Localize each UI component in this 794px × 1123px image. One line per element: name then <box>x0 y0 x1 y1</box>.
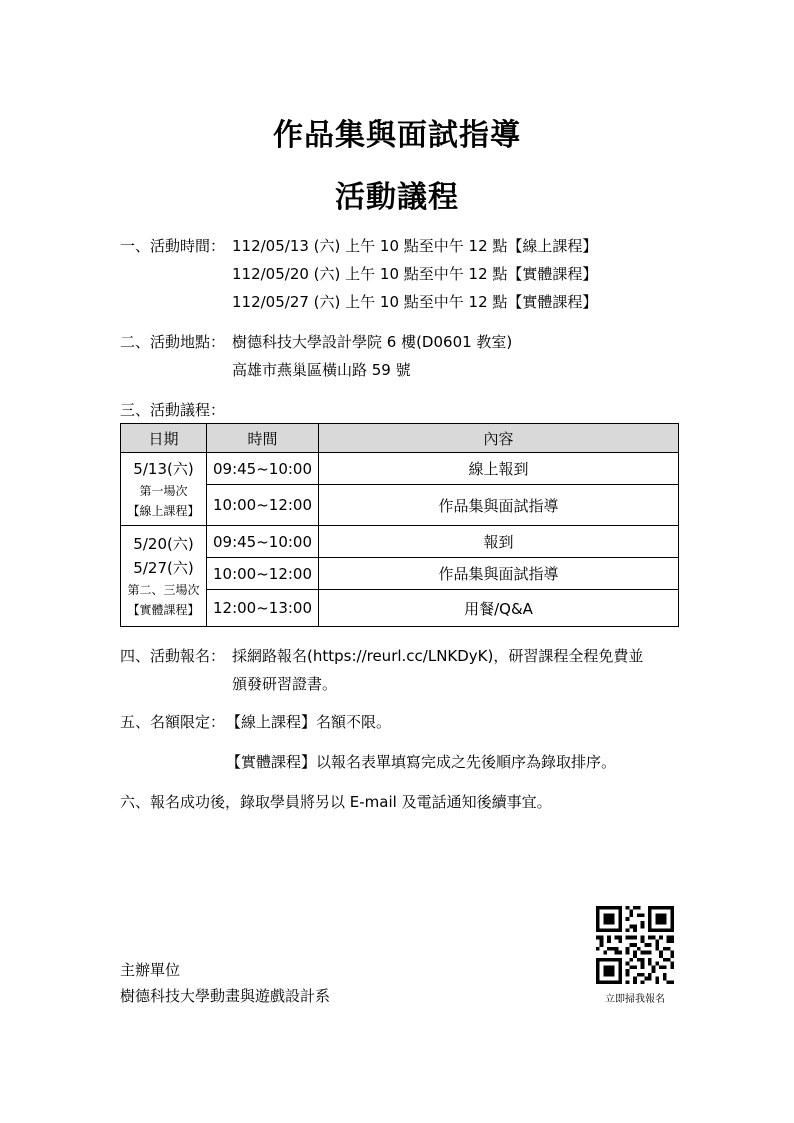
agenda-section-label: 三、活動議程： <box>120 401 226 419</box>
time-line-3: 112/05/27 (六) 上午 10 點至中午 12 點【實體課程】 <box>232 293 598 311</box>
table-header-row <box>121 424 679 453</box>
content-cell: 作品集與面試指導 <box>319 558 679 590</box>
notice-text: 六、報名成功後，錄取學員將另以 E-mail 及電話通知後續事宜。 <box>120 793 552 811</box>
header-content: 內容 <box>319 424 679 453</box>
quota-line-1: 【線上課程】名額不限。 <box>226 713 392 731</box>
content-cell: 報到 <box>319 526 679 558</box>
registration-section-label: 四、活動報名： <box>120 647 226 665</box>
date-text: 5/13(六) <box>133 460 194 478</box>
organizer-name: 樹德科技大學動畫與遊戲設計系 <box>120 987 331 1005</box>
course-type-text: 【實體課程】 <box>127 603 200 617</box>
content-cell: 線上報到 <box>319 453 679 485</box>
time-section-label: 一、活動時間： <box>120 237 226 255</box>
page-title: 作品集與面試指導 <box>273 118 521 153</box>
date-text-1: 5/20(六) <box>133 535 194 553</box>
qr-code-icon[interactable] <box>596 906 674 984</box>
agenda-table <box>120 423 679 627</box>
time-cell: 10:00~12:00 <box>207 558 319 590</box>
time-line-2: 112/05/20 (六) 上午 10 點至中午 12 點【實體課程】 <box>232 265 598 283</box>
table-row <box>121 526 679 558</box>
date-cell-group2 <box>121 526 207 627</box>
content-cell: 作品集與面試指導 <box>319 485 679 526</box>
registration-line-1: 採網路報名(https://reurl.cc/LNKDyK)，研習課程全程免費並 <box>232 647 644 665</box>
quota-line-2: 【實體課程】以報名表單填寫完成之先後順序為錄取排序。 <box>226 753 617 771</box>
registration-line-2: 頒發研習證書。 <box>232 675 338 693</box>
session-text: 第二、三場次 <box>127 583 200 597</box>
location-line-1: 樹德科技大學設計學院 6 樓(D0601 教室) <box>232 333 513 351</box>
location-section-label: 二、活動地點： <box>120 333 226 351</box>
content-cell: 用餐/Q&A <box>319 590 679 627</box>
time-cell: 09:45~10:00 <box>207 453 319 485</box>
header-time: 時間 <box>207 424 319 453</box>
course-type-text: 【線上課程】 <box>127 504 200 518</box>
location-line-2: 高雄市燕巢區橫山路 59 號 <box>232 361 411 379</box>
date-text-2: 5/27(六) <box>133 559 194 577</box>
time-cell: 12:00~13:00 <box>207 590 319 627</box>
quota-section-label: 五、名額限定： <box>120 713 226 731</box>
date-cell-group1 <box>121 453 207 526</box>
header-date: 日期 <box>121 424 207 453</box>
time-cell: 09:45~10:00 <box>207 526 319 558</box>
time-cell: 10:00~12:00 <box>207 485 319 526</box>
time-line-1: 112/05/13 (六) 上午 10 點至中午 12 點【線上課程】 <box>232 237 598 255</box>
qr-caption: 立即掃我報名 <box>605 994 665 1005</box>
page-subtitle: 活動議程 <box>335 180 459 215</box>
organizer-label: 主辦單位 <box>120 961 181 979</box>
table-row <box>121 453 679 485</box>
session-text: 第一場次 <box>139 484 188 498</box>
